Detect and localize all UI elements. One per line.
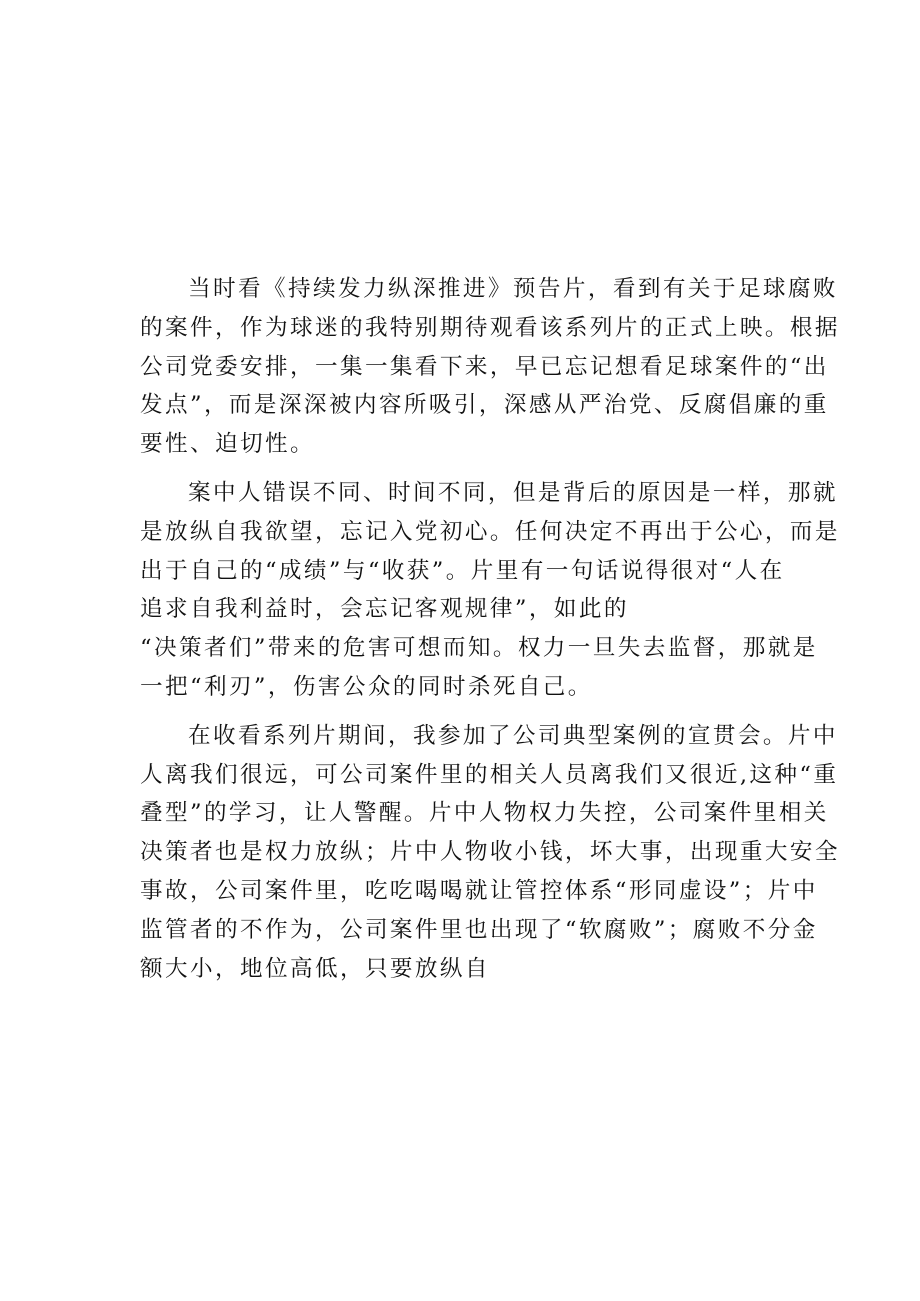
text-line: “决策者们”带来的危害可想而知。权力一旦失去监督，那就是 — [140, 635, 818, 662]
text-line: 监管者的不作为，公司案件里也出现了“软腐败”；腐败不分金 — [140, 916, 818, 943]
text-line: 是放纵自我欲望，忘记入党初心。任何决定不再出于公心，而是 — [140, 518, 840, 545]
text-line: 追求自我利益时，会忘记客观规律”，如此的 — [140, 596, 629, 623]
text-line: 决策者也是权力放纵；片中人物收小钱，坏大事，出现重大安全 — [140, 839, 840, 866]
text-line: 人离我们很远，可公司案件里的相关人员离我们又很近,这种“重 — [140, 761, 839, 788]
body-text — [140, 270, 840, 988]
text-line: 出于自己的“成绩”与“收获”。片里有一句话说得很对“人在 — [140, 557, 785, 584]
text-line: 要性、迫切性。 — [140, 431, 315, 458]
paragraph-2 — [140, 474, 840, 707]
paragraph-1 — [140, 270, 840, 464]
paragraph-3 — [140, 717, 840, 989]
text-line: 叠型”的学习，让人警醒。片中人物权力失控，公司案件里相关 — [140, 800, 829, 827]
paragraph-spacer — [140, 707, 800, 717]
text-line: 的案件，作为球迷的我特别期待观看该系列片的正式上映。根据 — [140, 314, 840, 341]
paragraph-spacer — [140, 464, 800, 474]
text-line: 当时看《持续发力纵深推进》预告片，看到有关于足球腐败 — [188, 276, 838, 302]
text-line: 发点”，而是深深被内容所吸引，深感从严治党、反腐倡廉的重 — [140, 392, 829, 419]
text-line: 事故，公司案件里，吃吃喝喝就让管控体系“形同虚设”；片中 — [140, 877, 818, 904]
text-line: 额大小，地位高低，只要放纵自 — [140, 955, 490, 982]
text-line: 公司党委安排，一集一集看下来，早已忘记想看足球案件的“出 — [140, 353, 829, 380]
text-line: 一把“利刃”，伤害公众的同时杀死自己。 — [140, 673, 593, 700]
text-line: 案中人错误不同、时间不同，但是背后的原因是一样，那就 — [188, 479, 838, 506]
text-line: 在收看系列片期间，我参加了公司典型案例的宣贯会。片中 — [188, 722, 838, 749]
